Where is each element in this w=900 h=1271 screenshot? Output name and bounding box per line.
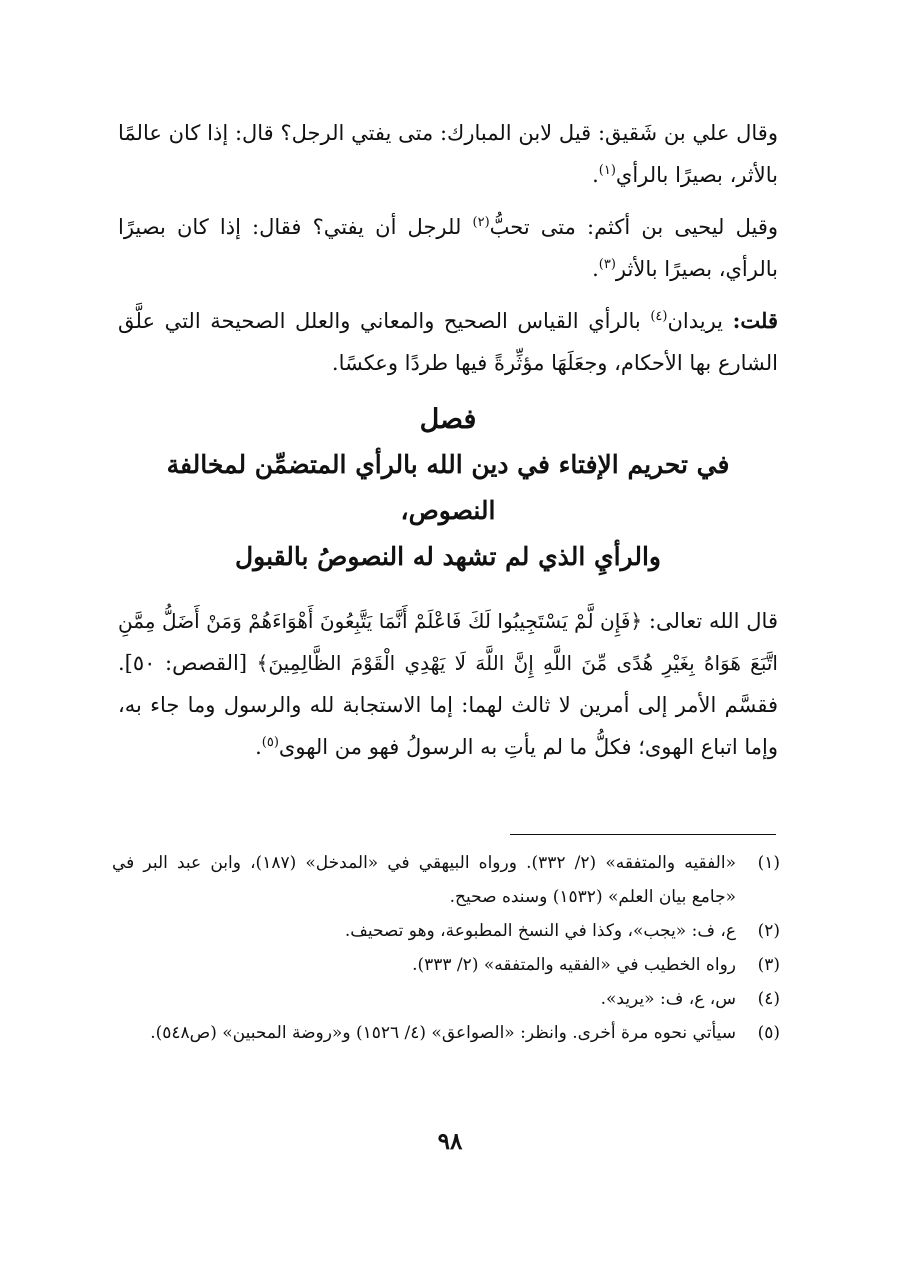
paragraph-text: وقيل ليحيى بن أكثم: متى تحبُّ (489, 215, 779, 239)
paragraph-yahya-ibn-aktham (118, 206, 778, 290)
footnote-text: س، ع، ف: «يريد». (600, 989, 736, 1009)
footnote-ref[interactable]: (٤) (650, 309, 668, 324)
footnote-ref[interactable]: (٢) (472, 215, 490, 230)
footnote-text: ع، ف: «يجب»، وكذا في النسخ المطبوعة، وهو تصحيف. (344, 921, 736, 941)
footnote-text: سيأتي نحوه مرة أخرى. وانظر: «الصواعق» (٤/ ١٥٢٦) و«روضة المحبين» (ص٥٤٨). (150, 1023, 736, 1043)
paragraph-text: يريدان (667, 309, 733, 333)
commentary-lead: قلت: (732, 308, 778, 333)
paragraph-end: . (592, 163, 599, 187)
footnote-number: (١) (757, 853, 780, 873)
footnote-number: (٣) (757, 955, 780, 975)
paragraph-text: وقال علي بن شَقيق: قيل لابن المبارك: متى يفتي الرجل؟ قال: إذا كان عالمًا بالأثر، بصيرًا بالرأي (118, 121, 778, 187)
footnote-item (112, 914, 780, 948)
footnote-item (112, 846, 780, 914)
paragraph-text: قال الله تعالى: (642, 609, 778, 633)
footnote-number: (٥) (757, 1023, 780, 1043)
footnote-item (112, 982, 780, 1016)
footnote-item (112, 948, 780, 982)
paragraph-end: . (255, 735, 262, 759)
footnote-number: (٤) (757, 989, 780, 1009)
footnote-text: رواه الخطيب في «الفقيه والمتفقه» (٢/ ٣٣٣). (412, 955, 736, 975)
paragraph-text: بالرأي القياس الصحيح والمعاني والعلل الصحيحة التي علَّق الشارع بها الأحكام، وجعَلَهَا مؤثِّرةً فيها طردًا وعكسًا. (118, 309, 778, 375)
paragraph-end: . (592, 257, 599, 281)
footnote-ref[interactable]: (٣) (598, 257, 616, 272)
footnote-text: «الفقيه والمتفقه» (٢/ ٣٣٢). ورواه البيهقي في «المدخل» (١٨٧)، وابن عبد البر في «جامع بيان العلم» (١٥٣٢) وسنده صحيح. (112, 853, 736, 907)
footnote-ref[interactable]: (١) (598, 163, 616, 178)
page-number: ٩٨ (437, 1128, 463, 1155)
verse-citation: [القصص: ٥٠]. (118, 651, 257, 675)
section-label: فصل (419, 404, 477, 435)
main-text (118, 112, 778, 778)
section-heading (118, 398, 778, 580)
footnote-item (112, 1016, 780, 1050)
paragraph-quran-verse (118, 600, 778, 768)
paragraph-text: للرجل أن يفتي؟ فقال: إذا كان بصيرًا بالرأي، بصيرًا بالأثر (118, 215, 778, 281)
section-title-line-2: والرأيِ الذي لم تشهد له النصوصُ بالقبول (235, 542, 661, 571)
footnotes (112, 846, 780, 1050)
section-title-line-1: في تحريم الإفتاء في دين الله بالرأي المتضمِّن لمخالفة النصوص، (166, 450, 730, 525)
footnote-ref[interactable]: (٥) (261, 735, 279, 750)
footnote-number: (٢) (757, 921, 780, 941)
paragraph-commentary (118, 300, 778, 384)
quran-verse: ﴿فَإِن لَّمْ يَسْتَجِيبُوا لَكَ فَاعْلَمْ أَنَّمَا يَتَّبِعُونَ أَهْوَاءَهُمْ وَمَنْ أَضَلُّ مِمَّنِ اتَّبَعَ هَوَاهُ بِغَيْرِ هُدًى مِّنَ اللَّهِ إِنَّ اللَّهَ لَا يَهْدِي الْقَوْمَ الظَّالِمِينَ﴾ (118, 609, 778, 675)
paragraph-text: فقسَّم الأمر إلى أمرين لا ثالث لهما: إما الاستجابة لله والرسول وما جاء به، وإما اتباع الهوى؛ فكلُّ ما لم يأتِ به الرسولُ فهو من الهوى (118, 693, 778, 759)
footnote-divider (510, 834, 776, 835)
paragraph-ibn-mubarak (118, 112, 778, 196)
